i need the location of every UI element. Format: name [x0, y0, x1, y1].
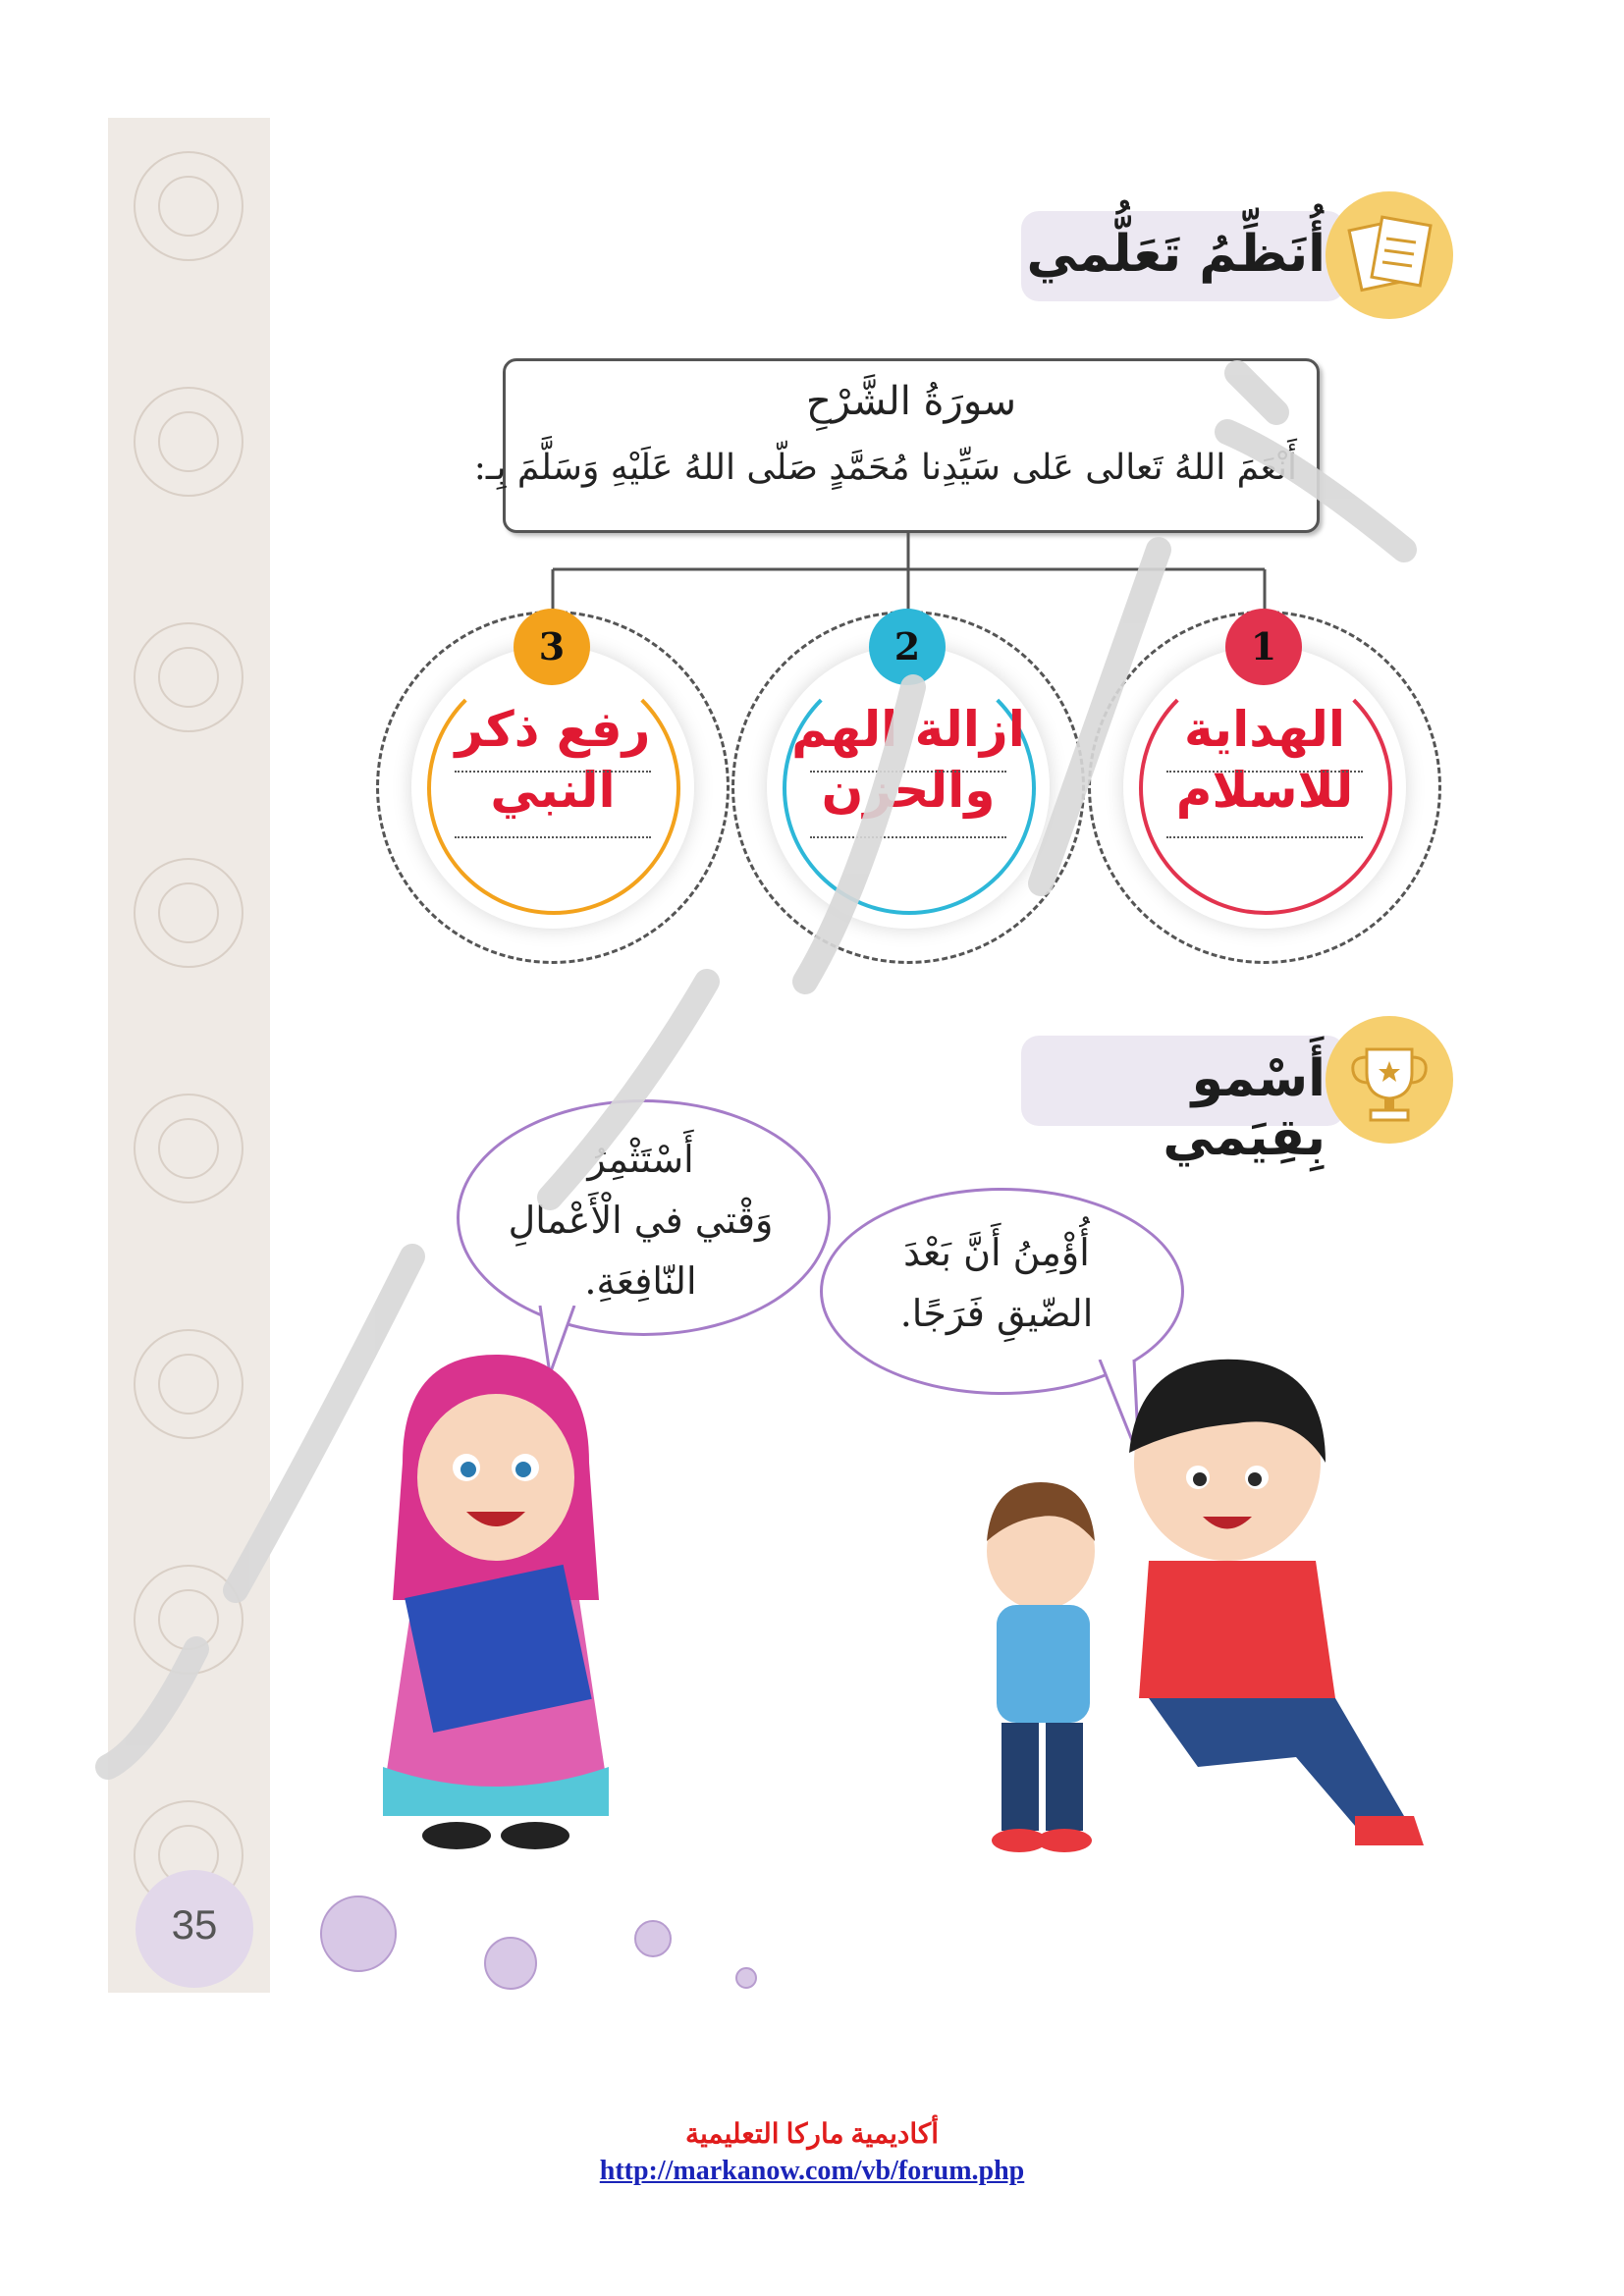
prompt-sentence: أَنْعَمَ اللهُ تَعالى عَلى سَيِّدِنا مُحَمَّدٍ صَلّى اللهُ عَلَيْهِ وَسَلَّمَ بِـ: — [473, 448, 1297, 488]
section-title: أَسْمو بِقِيَمي — [1163, 1049, 1326, 1167]
decorative-flowers — [314, 1885, 766, 2002]
circle-number: 3 — [514, 609, 590, 685]
surah-title: سورَةُ الشَّرْحِ — [805, 379, 1017, 424]
circle-number: 1 — [1225, 609, 1302, 685]
bubble-line: أُؤْمِنُ أَنَّ بَعْدَ — [903, 1231, 1090, 1274]
bubble-line: الضّيقِ فَرَجًا. — [899, 1292, 1094, 1335]
footer-academy-name: أكاديمية ماركا التعليمية — [684, 2119, 940, 2150]
section-title: أُنَظِّمُ تَعَلُّمي — [1026, 225, 1326, 284]
answer-line-1: ازالة الهم — [791, 701, 1025, 758]
bubble-line: أَسْتَثْمِرُ — [587, 1138, 694, 1181]
bubble-line: وَقْتي في الْأَعْمالِ — [508, 1199, 774, 1242]
circle-number: 2 — [869, 609, 946, 685]
page-number-badge — [135, 1870, 253, 1988]
page-number: 35 — [171, 1901, 218, 1948]
answer-line-1: رفع ذكر — [455, 701, 651, 758]
bubble-line: النّافِعَةِ. — [584, 1259, 697, 1303]
answer-line-2: للاسلام — [1175, 762, 1354, 819]
answer-line-2: والحزن — [821, 762, 996, 819]
footer-link[interactable]: http://markanow.com/vb/forum.php — [599, 2156, 1025, 2186]
answer-line-1: الهداية — [1183, 701, 1346, 758]
answer-line-2: النبي — [490, 762, 616, 819]
